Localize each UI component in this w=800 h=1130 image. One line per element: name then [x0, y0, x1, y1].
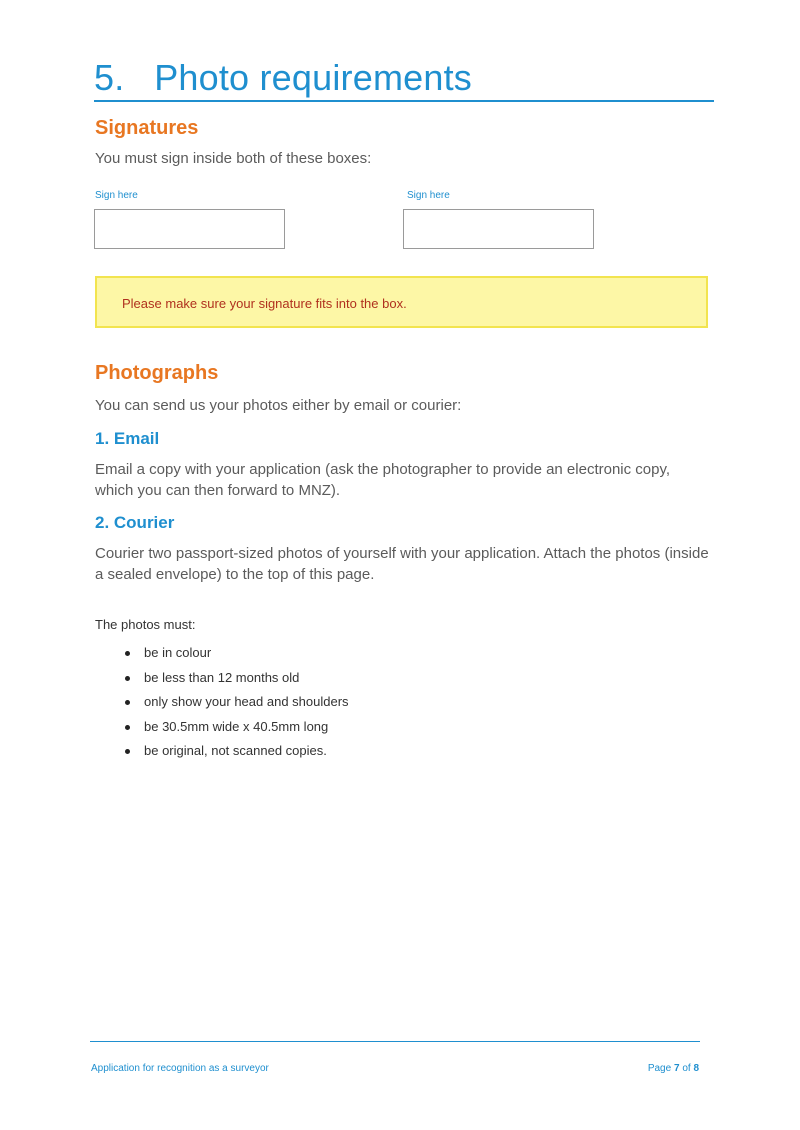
- list-item: [95, 643, 349, 668]
- of-word: of: [682, 1063, 691, 1074]
- requirement-text: be in colour: [144, 645, 212, 660]
- list-item: [95, 692, 349, 717]
- bullet-icon: [125, 676, 130, 681]
- footer-page-number: [648, 1063, 699, 1074]
- requirement-text: be less than 12 months old: [144, 669, 300, 685]
- page-current: 7: [673, 1063, 680, 1074]
- signatures-instruction: You must sign inside both of these boxes:: [95, 150, 372, 167]
- section-title-text: Photo requirements: [154, 57, 472, 98]
- footer-document-title: Application for recognition as a surveyor: [91, 1063, 269, 1074]
- courier-heading: 2. Courier: [95, 513, 175, 532]
- page-word: Page: [647, 1063, 672, 1074]
- signature-notice: [95, 276, 708, 328]
- email-heading: 1. Email: [95, 429, 160, 448]
- requirement-text: be original, not scanned copies.: [144, 743, 327, 758]
- list-item: [95, 668, 349, 693]
- sign-here-label-1: Sign here: [95, 190, 138, 201]
- signature-notice-text: Please make sure your signature fits into the box.: [122, 296, 407, 311]
- bullet-icon: [125, 651, 130, 656]
- photographs-heading: Photographs: [95, 362, 219, 384]
- photos-must-intro: The photos must:: [95, 617, 196, 632]
- email-description: Email a copy with your application (ask the photographer to provide an electronic copy, which you can then forward to MNZ).: [95, 461, 671, 499]
- list-item: [95, 741, 349, 766]
- requirement-text: be 30.5mm wide x 40.5mm long: [144, 718, 329, 734]
- signatures-heading: Signatures: [95, 117, 199, 139]
- section-number: 5.: [94, 57, 125, 98]
- signature-box-2[interactable]: [403, 209, 594, 249]
- bullet-icon: [125, 725, 130, 730]
- photo-requirements-list: [95, 643, 349, 766]
- signature-box-1[interactable]: [94, 209, 285, 249]
- courier-description: Courier two passport-sized photos of yourself with your application. Attach the photos (inside a sealed envelope) to the top of this page.: [95, 545, 709, 583]
- bullet-icon: [125, 749, 130, 754]
- list-item: [95, 717, 349, 742]
- sign-here-label-2: Sign here: [407, 190, 450, 201]
- page-title: [94, 56, 714, 102]
- bullet-icon: [125, 700, 130, 705]
- footer-divider: [90, 1041, 700, 1042]
- requirement-text: only show your head and shoulders: [144, 694, 349, 709]
- photographs-intro: You can send us your photos either by email or courier:: [95, 397, 462, 414]
- page-total: 8: [693, 1063, 699, 1074]
